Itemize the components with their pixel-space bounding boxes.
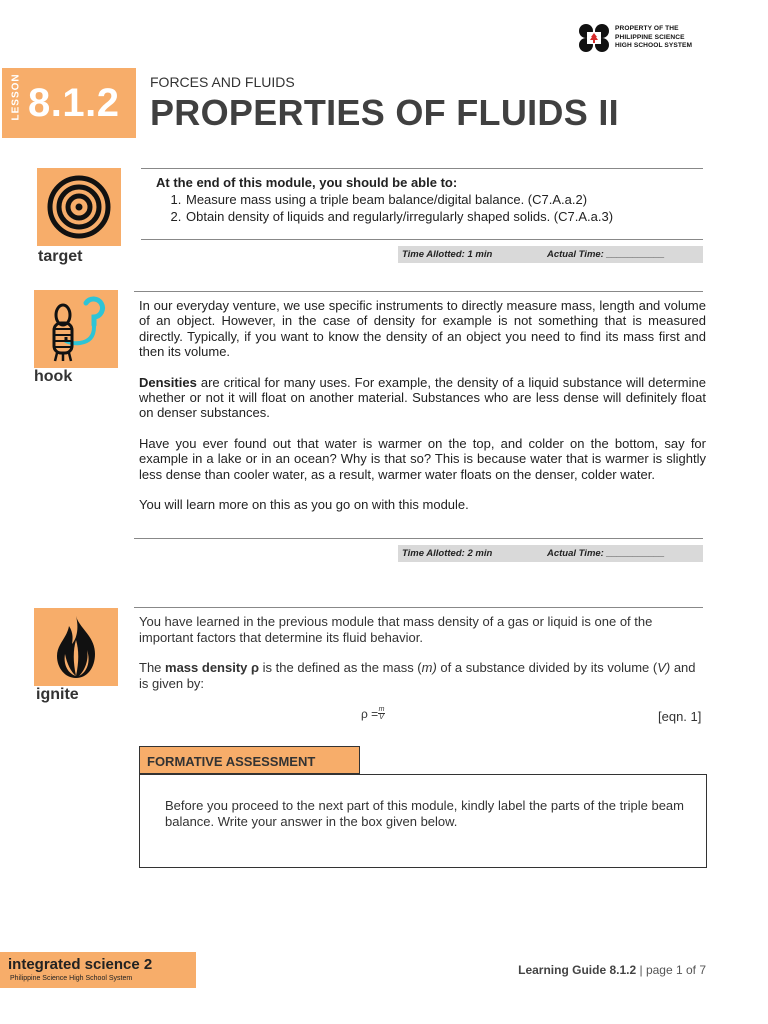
lesson-number: 8.1.2 [28, 81, 120, 125]
hook-text [139, 298, 706, 527]
pshs-logo [577, 22, 712, 54]
divider [141, 239, 703, 240]
objective-item: 1. Measure mass using a triple beam balance/digital balance. (C7.A.a.2) [185, 191, 613, 208]
logo-line-1: PROPERTY OF THE [615, 25, 679, 33]
equation-reference: [eqn. 1] [658, 709, 702, 724]
hook-paragraph-2-rest: are critical for many uses. For example, the density of a liquid substance will determine whether or not it will float on another material. Substances who are less dense will definitely float on denser substances. [139, 374, 706, 421]
equation-numerator: m [378, 706, 385, 713]
school-name: Philippine Science High School System [10, 975, 133, 982]
guide-label: Learning Guide 8.1.2 [518, 963, 637, 977]
ignite-label: ignite [36, 686, 79, 703]
time-allotted: Time Allotted: 1 min [402, 249, 493, 260]
text-run: is the defined as the mass ( [259, 660, 422, 675]
formative-assessment-text: Before you proceed to the next part of this module, kindly label the parts of the triple beam balance. Write your answer in the box given below. [165, 798, 684, 829]
pshs-emblem-icon [577, 22, 611, 54]
rope-hook-icon [41, 295, 111, 363]
time-allotted: Time Allotted: 2 min [402, 548, 493, 559]
mass-density-term: mass density ρ [165, 660, 260, 675]
objective-item: 2. Obtain density of liquids and regularly/irregularly shaped solids. (C7.A.a.3) [185, 208, 613, 225]
ignite-paragraph-2 [139, 660, 706, 692]
hook-icon-box [34, 290, 118, 368]
divider [134, 607, 703, 608]
ignite-icon-box [34, 608, 118, 686]
divider [134, 291, 703, 292]
formative-assessment-tab [139, 746, 360, 774]
flame-icon [49, 614, 103, 680]
divider [141, 168, 703, 169]
target-label: target [38, 248, 83, 265]
page-info [518, 963, 706, 977]
actual-time: Actual Time: ___________ [547, 249, 665, 260]
divider [134, 538, 703, 539]
time-bar-target [398, 246, 703, 263]
lesson-badge [2, 68, 136, 138]
course-badge [0, 952, 196, 988]
logo-line-3: HIGH SCHOOL SYSTEM [615, 42, 693, 50]
page-number: | page 1 of 7 [636, 963, 706, 977]
objectives-intro: At the end of this module, you should be able to: [156, 175, 458, 190]
volume-symbol: V) [657, 660, 671, 675]
densities-term: Densities [139, 374, 197, 390]
page-title: PROPERTIES OF FLUIDS II [150, 92, 619, 133]
ignite-text [139, 614, 706, 706]
text-run: and is given by: [139, 660, 696, 691]
equation-lhs: ρ = [361, 706, 379, 721]
actual-time: Actual Time: ___________ [547, 548, 665, 559]
ignite-paragraph-1: You have learned in the previous module that mass density of a gas or liquid is one of the important factors that determine its fluid behavior. [139, 614, 653, 645]
time-bar-hook [398, 545, 703, 562]
hook-label: hook [34, 368, 73, 385]
logo-line-2: PHILIPPINE SCIENCE [615, 33, 685, 41]
text-run: of a substance divided by its volume ( [436, 660, 658, 675]
equation-denominator: V [379, 714, 384, 721]
objectives [156, 175, 613, 225]
mass-symbol: m) [421, 660, 437, 675]
hook-paragraph-1: In our everyday venture, we use specific instruments to directly measure mass, length and volume of an object. However, in the case of density for example is not something that is measured directly. Typically, if you want to know the density of an object you need to find its mass first and then its volume. [139, 298, 706, 360]
text-run: The [139, 660, 166, 675]
hook-paragraph-3: Have you ever found out that water is warmer on the top, and colder on the bottom, say for example in a lake or in an ocean? Why is that so? This is because water that is warmer is slightly less dense than cooler water, as a result, warmer water floats on the denser, colder water. [139, 435, 706, 482]
density-equation [361, 706, 385, 721]
subject-heading: FORCES AND FLUIDS [150, 74, 295, 90]
target-icon [47, 175, 111, 239]
objectives-list [156, 191, 613, 225]
course-name: integrated science 2 [8, 956, 153, 973]
formative-assessment-title: FORMATIVE ASSESSMENT [147, 754, 316, 769]
equation-fraction [378, 706, 385, 721]
hook-paragraph-4: You will learn more on this as you go on with this module. [139, 497, 469, 513]
lesson-word: LESSON [10, 73, 22, 121]
formative-assessment-box [139, 774, 707, 868]
hook-paragraph-2 [139, 375, 706, 421]
target-icon-box [37, 168, 121, 246]
